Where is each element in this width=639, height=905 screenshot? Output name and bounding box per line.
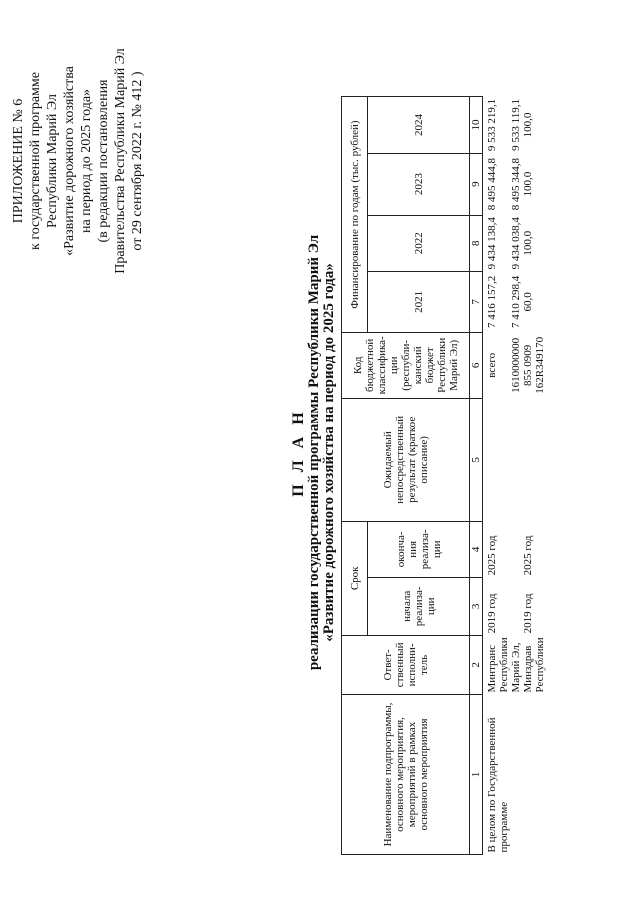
header-funding: Финансирование по годам (тыс. рублей) bbox=[342, 97, 368, 333]
header-executor: Ответ-ственный исполни-тель bbox=[342, 635, 470, 694]
code-line: 162R349170 bbox=[534, 336, 546, 394]
end-line: 2025 год bbox=[486, 535, 498, 576]
amount: 8 495 444,8 bbox=[486, 157, 498, 211]
amount: 9 434 038,4 bbox=[510, 217, 522, 270]
header-year-2023: 2023 bbox=[368, 153, 470, 215]
amount: 7 416 157,2 bbox=[486, 275, 498, 328]
row-code bbox=[483, 332, 563, 398]
row-term-start bbox=[483, 577, 563, 635]
appendix-line: Правительства Республики Марий Эл bbox=[113, 48, 128, 274]
row-year-2024 bbox=[483, 97, 563, 153]
appendix-line: к государственной программе bbox=[28, 72, 43, 250]
executor-line: Минздрав Республики bbox=[522, 637, 546, 693]
amount: 9 533 119,1 bbox=[510, 99, 522, 151]
row-term-end bbox=[483, 521, 563, 577]
amount: 9 434 138,4 bbox=[486, 217, 498, 270]
row-executor bbox=[483, 635, 563, 694]
executor-line: Минтранс Республики Марий Эл, bbox=[486, 637, 522, 693]
appendix-line: на период до 2025 года» bbox=[79, 88, 94, 234]
row-year-2023 bbox=[483, 153, 563, 215]
document-title: П Л А Н bbox=[290, 408, 307, 497]
header-term: Срок bbox=[342, 521, 368, 635]
amount: 8 495 344,8 bbox=[510, 157, 522, 211]
code-line: 1610000000 bbox=[510, 337, 522, 393]
column-number: 4 bbox=[470, 521, 483, 577]
column-number: 5 bbox=[470, 398, 483, 521]
row-name: В целом по Государственной программе bbox=[486, 717, 510, 853]
start-line: 2019 год bbox=[486, 593, 498, 634]
header-name: Наименование подпрограммы, основного мероприятия, мероприятий в рамках основного мероприятия bbox=[342, 695, 470, 855]
appendix-line: ПРИЛОЖЕНИЕ № 6 bbox=[11, 98, 26, 224]
appendix-line: (в редакции постановления bbox=[96, 79, 111, 243]
amount: 100,0 bbox=[522, 171, 534, 197]
amount: 100,0 bbox=[522, 230, 534, 256]
column-number: 1 bbox=[470, 695, 483, 855]
header-result: Ожидаемый непосредственный результат (краткое описание) bbox=[342, 398, 470, 521]
row-year-2021 bbox=[483, 271, 563, 332]
document-subtitle bbox=[307, 0, 337, 905]
code-line: 855 0909 bbox=[522, 344, 534, 386]
header-code: Код бюджетной классифика-ции (республи-канский бюджет Республики Марий Эл) bbox=[342, 332, 470, 398]
column-number: 10 bbox=[470, 97, 483, 153]
end-line: 2025 год bbox=[522, 535, 534, 576]
column-number: 7 bbox=[470, 271, 483, 332]
header-term-start: начала реализа-ции bbox=[368, 577, 470, 635]
subtitle-line: «Развитие дорожного хозяйства на период до 2025 года» bbox=[321, 263, 337, 642]
subtitle-line: реализации государственной программы Республики Марий Эл bbox=[306, 234, 322, 671]
header-year-2022: 2022 bbox=[368, 215, 470, 271]
header-year-2024: 2024 bbox=[368, 97, 470, 153]
amount: 60,0 bbox=[522, 292, 534, 312]
row-result bbox=[483, 398, 563, 521]
header-year-2021: 2021 bbox=[368, 271, 470, 332]
column-number: 2 bbox=[470, 635, 483, 694]
appendix-line: Республики Марий Эл bbox=[45, 94, 60, 228]
column-number: 3 bbox=[470, 577, 483, 635]
start-line: 2019 год bbox=[522, 593, 534, 634]
amount: 9 533 219,1 bbox=[486, 98, 498, 152]
column-number: 6 bbox=[470, 332, 483, 398]
code-line: всего bbox=[486, 352, 498, 378]
column-number: 9 bbox=[470, 153, 483, 215]
header-term-end: оконча-ния реализа-ции bbox=[368, 521, 470, 577]
appendix-header bbox=[10, 13, 146, 309]
appendix-line: «Развитие дорожного хозяйства bbox=[62, 66, 77, 256]
plan-table bbox=[341, 96, 563, 855]
column-number: 8 bbox=[470, 215, 483, 271]
row-year-2022 bbox=[483, 215, 563, 271]
amount: 7 410 298,4 bbox=[510, 275, 522, 328]
appendix-line: от 29 сентября 2022 г. № 412 ) bbox=[130, 71, 145, 251]
amount: 100,0 bbox=[522, 112, 534, 138]
